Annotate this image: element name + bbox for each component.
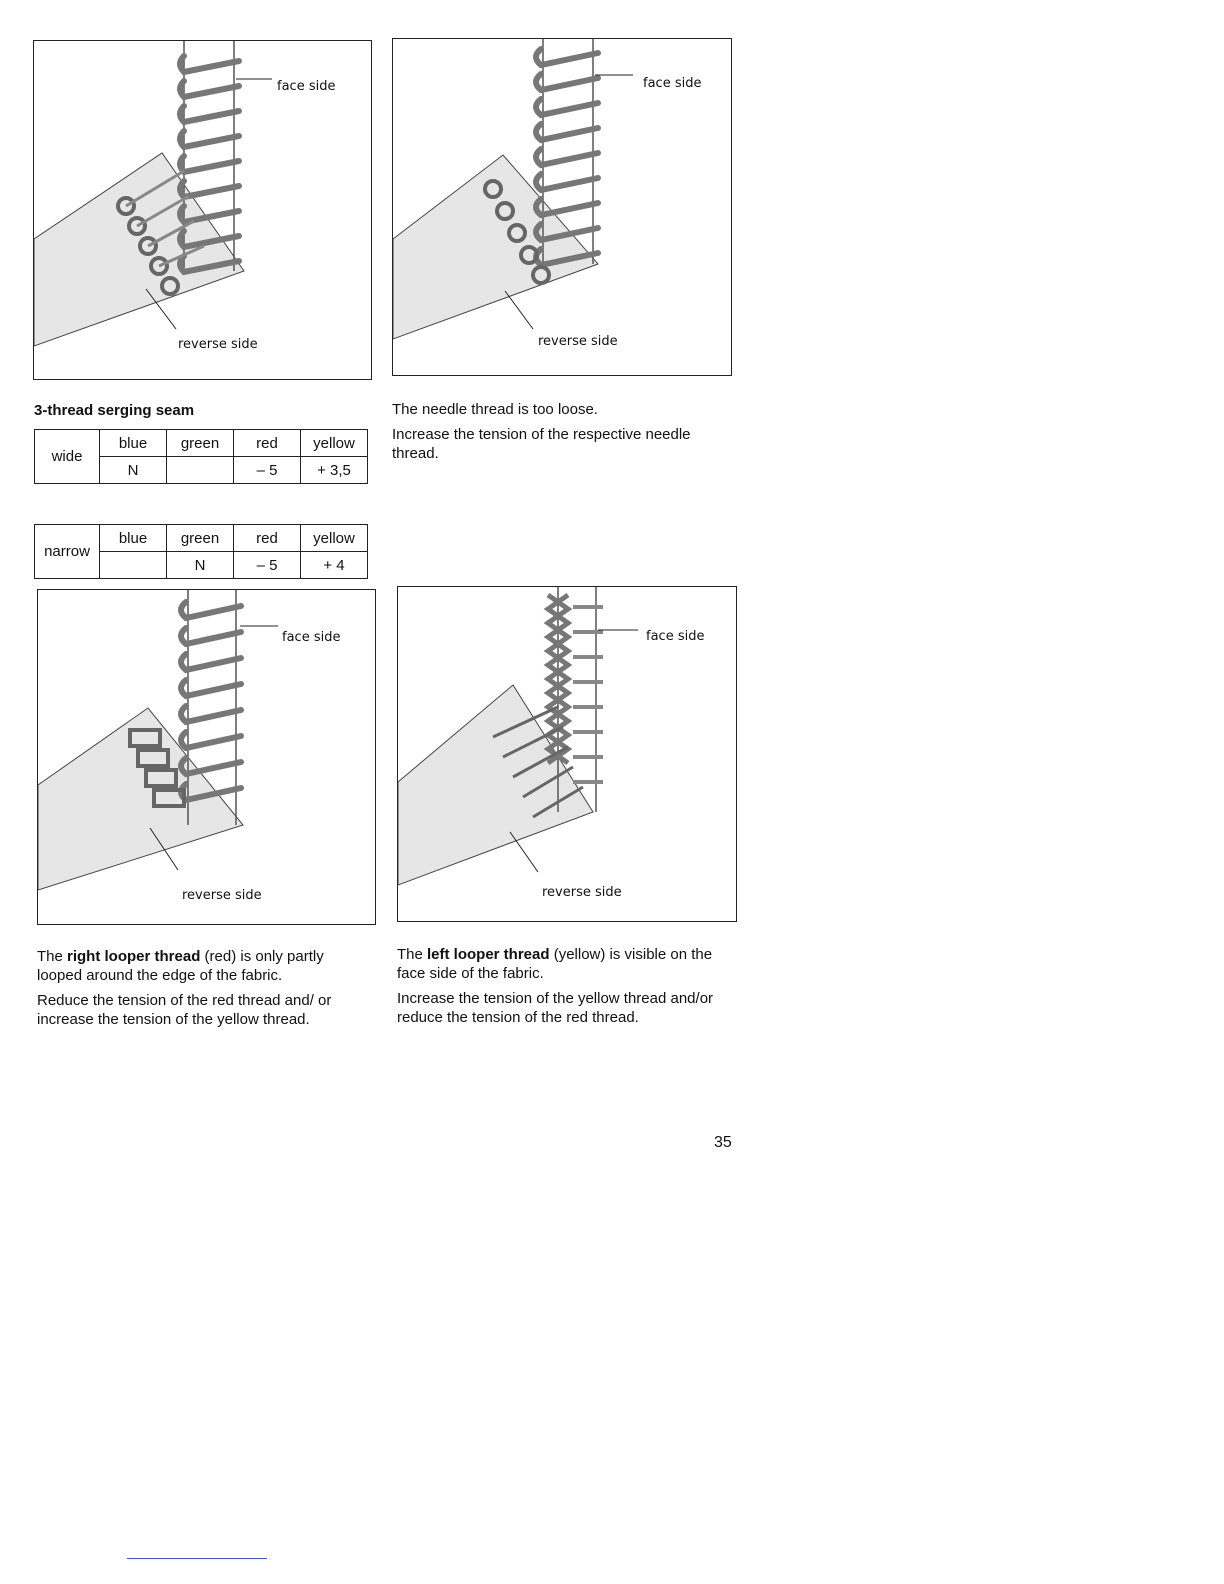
text-fragment: (red) is only partly looped around the edge of the fabric.	[37, 948, 324, 984]
figure-needle-loose	[392, 38, 732, 376]
table-value-cell: N	[167, 552, 234, 579]
table-row-label: narrow	[35, 525, 100, 579]
table-header-cell: green	[167, 430, 234, 457]
table-row-label: wide	[35, 430, 100, 484]
emphasis-text: left looper thread	[427, 946, 550, 963]
left-looper-text	[397, 945, 727, 1033]
face-side-label: face side	[643, 76, 702, 91]
text-fragment: The	[397, 946, 428, 963]
right-looper-line1	[37, 947, 367, 985]
left-looper-line2: Increase the tension of the yellow thread and/or reduce the tension of the red thread.	[397, 990, 714, 1026]
needle-thread-text	[392, 400, 722, 469]
right-looper-text	[37, 947, 367, 1035]
reverse-side-label: reverse side	[178, 337, 258, 352]
needle-text-line2: Increase the tension of the respective needle thread.	[392, 426, 691, 462]
table-value-cell: N	[100, 457, 167, 484]
face-side-label: face side	[646, 629, 705, 644]
table-header-cell: blue	[100, 525, 167, 552]
page-number: 35	[714, 1134, 732, 1151]
table-header-cell: blue	[100, 430, 167, 457]
needle-text-line1: The needle thread is too loose.	[392, 401, 598, 418]
face-side-label: face side	[277, 79, 336, 94]
figure-left-looper	[397, 586, 737, 922]
table-header-cell: red	[234, 525, 301, 552]
tension-table-narrow	[34, 524, 368, 579]
reverse-side-label: reverse side	[538, 334, 618, 349]
tension-table-wide	[34, 429, 368, 484]
figure-right-looper	[37, 589, 376, 925]
text-fragment: (yellow) is visible on the face side of the fabric.	[397, 946, 713, 982]
table-value-cell	[167, 457, 234, 484]
right-looper-line2: Reduce the tension of the red thread and/ or increase the tension of the yellow thread.	[37, 992, 332, 1028]
table-value-cell: + 3,5	[301, 457, 368, 484]
section-title: 3-thread serging seam	[34, 402, 195, 419]
table-header-cell: red	[234, 430, 301, 457]
reverse-side-label: reverse side	[182, 888, 262, 903]
text-fragment: The	[37, 948, 68, 965]
table-header-cell: yellow	[301, 525, 368, 552]
face-side-label: face side	[282, 630, 341, 645]
left-looper-line1	[397, 945, 727, 983]
table-value-cell: – 5	[234, 457, 301, 484]
reverse-side-label: reverse side	[542, 885, 622, 900]
table-value-cell: – 5	[234, 552, 301, 579]
table-header-cell: green	[167, 525, 234, 552]
table-header-cell: yellow	[301, 430, 368, 457]
table-value-cell	[100, 552, 167, 579]
table-value-cell: + 4	[301, 552, 368, 579]
emphasis-text: right looper thread	[67, 948, 201, 965]
figure-stitch-wide	[33, 40, 372, 380]
bottom-divider	[127, 1558, 267, 1559]
